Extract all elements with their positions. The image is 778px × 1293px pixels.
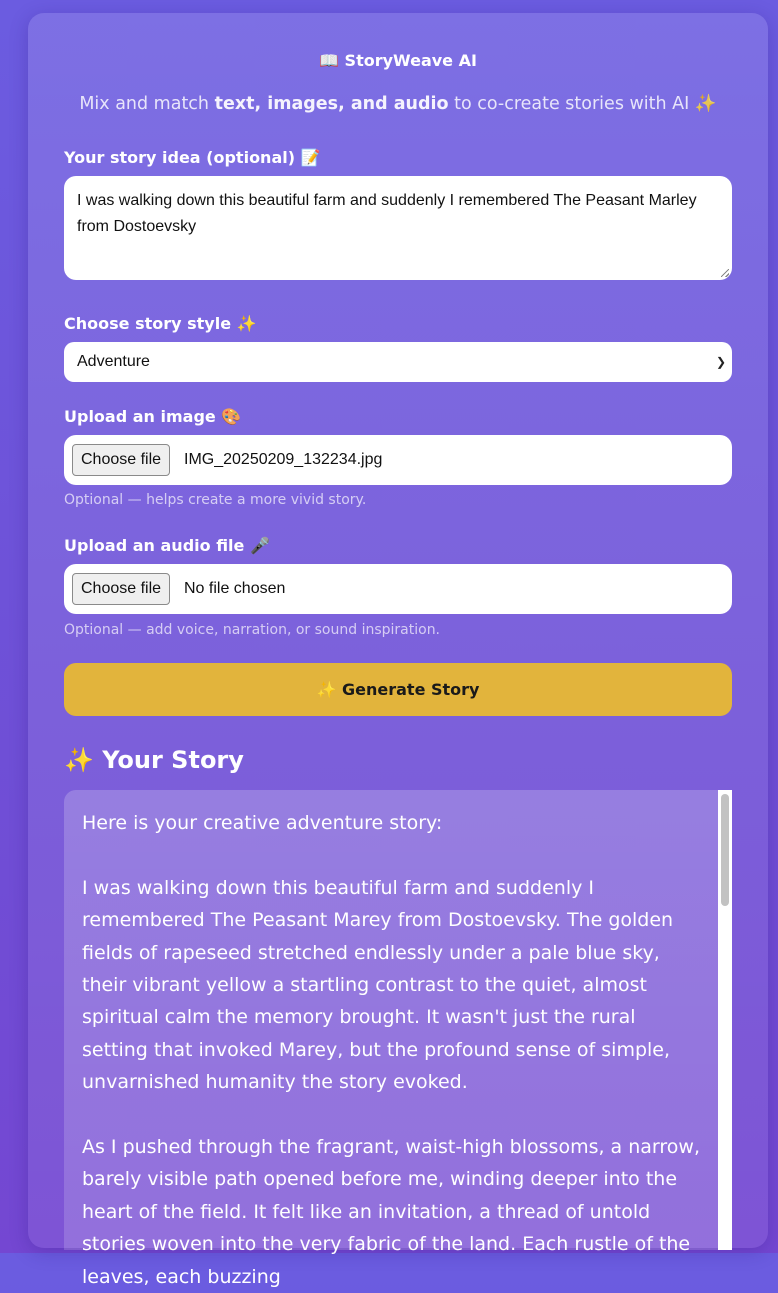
story-text: Here is your creative adventure story: I was walking down this beautiful farm and suddenly I remembered The Peasant Marey from Dostoevsky. The golden fields of rapeseed stretched endlessly under a pale blue sky, their vibrant yellow a startling contrast to the quiet, almost spiritual calm the memory brought. It wasn't just the rural setting that invoked Marey, but the profound sense of simple, unvarnished humanity the story evoked. As I pushed through the fragrant, waist-high blossoms, a narrow, barely visible path opened before me, winding deeper into the heart of the field. It felt like an invitation, a thread of untold stories woven into the very fabric of the land. Each rustle of the leaves, each buzzing [82, 812, 701, 1288]
app-subtitle [64, 93, 732, 115]
scrollbar-thumb[interactable] [721, 794, 729, 906]
your-story-heading: ✨ Your Story [64, 746, 244, 774]
storyweave-card [28, 13, 768, 1288]
audio-upload-hint: Optional — add voice, narration, or sound inspiration. [64, 622, 441, 638]
story-output-box[interactable] [64, 790, 732, 1288]
resize-grip-icon[interactable] [721, 269, 729, 277]
image-upload-hint: Optional — helps create a more vivid story. [64, 492, 367, 508]
audio-choose-file-button[interactable]: Choose file [72, 573, 170, 605]
image-choose-file-button[interactable]: Choose file [72, 444, 170, 476]
subtitle-text-start: Mix and match [79, 94, 215, 114]
story-style-selected: Adventure [77, 353, 150, 370]
story-idea-textarea[interactable] [64, 176, 732, 280]
chevron-down-icon: ❯ [715, 355, 726, 369]
story-idea-value: I was walking down this beautiful farm and suddenly I remembered The Peasant Marley from Dostoevsky [77, 192, 697, 235]
image-upload-label: Upload an image 🎨 [64, 407, 242, 426]
story-idea-label: Your story idea (optional) 📝 [64, 148, 321, 167]
audio-file-name: No file chosen [184, 580, 286, 597]
audio-upload-field [64, 564, 732, 614]
image-file-name: IMG_20250209_132234.jpg [184, 451, 383, 468]
story-style-select[interactable] [64, 342, 732, 382]
generate-story-button[interactable]: ✨ Generate Story [64, 663, 732, 716]
subtitle-text-bold: text, images, and audio [214, 94, 449, 114]
app-title: 📖 StoryWeave AI [319, 51, 477, 70]
image-upload-field [64, 435, 732, 485]
story-style-label: Choose story style ✨ [64, 314, 257, 333]
story-scrollbar[interactable] [718, 790, 732, 1250]
subtitle-text-end: to co-create stories with AI ✨ [448, 94, 717, 114]
audio-upload-label: Upload an audio file 🎤 [64, 536, 270, 555]
